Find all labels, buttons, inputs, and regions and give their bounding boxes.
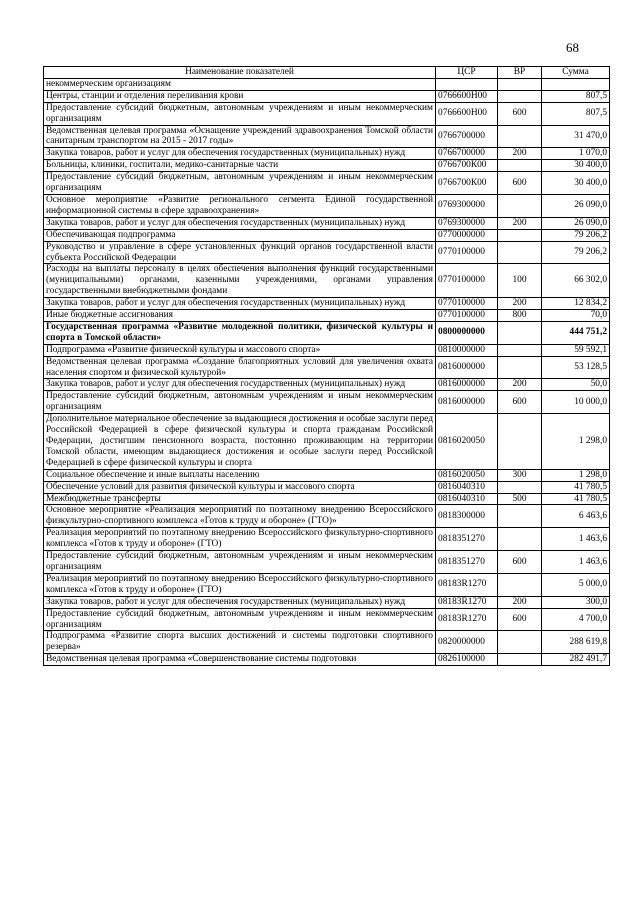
cell-csr: 0826100000 (436, 654, 498, 666)
cell-sum: 5 000,0 (542, 573, 610, 596)
page-number: 68 (566, 40, 579, 55)
cell-csr: 0816020050 (436, 469, 498, 481)
cell-sum: 59 592,1 (542, 344, 610, 356)
table-row (44, 551, 610, 574)
cell-name: Закупка товаров, работ и услуг для обеспечения государственных (муниципальных) нужд (44, 298, 436, 310)
cell-vr (498, 505, 542, 528)
header-name: Наименование показателей (44, 67, 436, 79)
cell-name: Закупка товаров, работ и услуг для обеспечения государственных (муниципальных) нужд (44, 596, 436, 608)
cell-name: Предоставление субсидий бюджетным, автономным учреждениям и иным некоммерческим организациям (44, 608, 436, 631)
table-row (44, 596, 610, 608)
cell-name: Межбюджетные трансферты (44, 493, 436, 505)
cell-name: Иные бюджетные ассигнования (44, 310, 436, 322)
cell-vr: 600 (498, 551, 542, 574)
budget-table (43, 66, 610, 666)
table-row (44, 298, 610, 310)
cell-csr: 0770100000 (436, 264, 498, 298)
cell-csr: 0769300000 (436, 217, 498, 229)
cell-csr: 0770100000 (436, 310, 498, 322)
cell-name: Государственная программа «Развитие молодежной политики, физической культуры и спорта в Томской области» (44, 321, 436, 344)
table-row (44, 528, 610, 551)
cell-sum: 50,0 (542, 379, 610, 391)
table-row (44, 90, 610, 102)
cell-name: некоммерческим организациям (44, 78, 436, 90)
table-body (44, 78, 610, 665)
cell-csr (436, 78, 498, 90)
cell-vr: 600 (498, 391, 542, 414)
cell-name: Закупка товаров, работ и услуг для обеспечения государственных (муниципальных) нужд (44, 379, 436, 391)
header-csr: ЦСР (436, 67, 498, 79)
cell-csr: 0816040310 (436, 493, 498, 505)
table-row (44, 217, 610, 229)
cell-sum: 4 700,0 (542, 608, 610, 631)
cell-sum: 1 463,6 (542, 528, 610, 551)
cell-name: Центры, станции и отделения переливания крови (44, 90, 436, 102)
table-row (44, 391, 610, 414)
cell-csr: 0816000000 (436, 391, 498, 414)
cell-vr: 200 (498, 148, 542, 160)
cell-csr: 0816020050 (436, 414, 498, 470)
cell-vr (498, 344, 542, 356)
cell-csr: 0766600Н00 (436, 102, 498, 125)
cell-vr (498, 528, 542, 551)
cell-sum: 1 463,6 (542, 551, 610, 574)
cell-name: Реализация мероприятий по поэтапному внедрению Всероссийского физкультурно-спортивного комплекса «Готов к труду и обороне» (ГТО) (44, 573, 436, 596)
cell-vr (498, 414, 542, 470)
cell-name: Основное мероприятие «Реализация мероприятий по поэтапному внедрению Всероссийского физкультурно-спортивного комплекса «Готов к труду и обороне» (ГТО)» (44, 505, 436, 528)
cell-name: Закупка товаров, работ и услуг для обеспечения государственных (муниципальных) нужд (44, 217, 436, 229)
cell-name: Больницы, клиники, госпитали, медико-санитарные части (44, 160, 436, 172)
header-vr: ВР (498, 67, 542, 79)
cell-vr: 200 (498, 298, 542, 310)
table-row (44, 78, 610, 90)
header-sum: Сумма (542, 67, 610, 79)
cell-csr: 0766700000 (436, 125, 498, 148)
cell-sum: 41 780,5 (542, 481, 610, 493)
cell-sum: 1 070,0 (542, 148, 610, 160)
cell-sum: 30 400,0 (542, 172, 610, 195)
cell-sum: 26 090,0 (542, 217, 610, 229)
cell-name: Основное мероприятие «Развитие регионального сегмента Единой государственной информационной системы в сфере здравоохранения» (44, 194, 436, 217)
cell-vr (498, 160, 542, 172)
cell-vr: 800 (498, 310, 542, 322)
cell-csr: 0769300000 (436, 194, 498, 217)
table-row (44, 344, 610, 356)
cell-vr (498, 194, 542, 217)
table-row (44, 481, 610, 493)
cell-csr: 0810000000 (436, 344, 498, 356)
cell-vr (498, 654, 542, 666)
cell-sum: 807,5 (542, 102, 610, 125)
cell-vr (498, 90, 542, 102)
table-row (44, 321, 610, 344)
cell-name: Предоставление субсидий бюджетным, автономным учреждениям и иным некоммерческим организациям (44, 551, 436, 574)
cell-vr (498, 356, 542, 379)
cell-csr: 0766700К00 (436, 160, 498, 172)
cell-csr: 0820000000 (436, 631, 498, 654)
cell-vr: 200 (498, 217, 542, 229)
cell-name: Предоставление субсидий бюджетным, автономным учреждениям и иным некоммерческим организациям (44, 391, 436, 414)
cell-vr: 600 (498, 608, 542, 631)
cell-sum: 807,5 (542, 90, 610, 102)
table-row (44, 148, 610, 160)
table-header-row (44, 67, 610, 79)
cell-sum: 300,0 (542, 596, 610, 608)
cell-sum: 12 834,2 (542, 298, 610, 310)
cell-csr: 0816000000 (436, 379, 498, 391)
cell-csr: 0816000000 (436, 356, 498, 379)
cell-name: Реализация мероприятий по поэтапному внедрению Всероссийского физкультурно-спортивного комплекса «Готов к труду и обороне» (ГТО) (44, 528, 436, 551)
cell-vr: 200 (498, 596, 542, 608)
cell-vr (498, 125, 542, 148)
cell-name: Ведомственная целевая программа «Создание благоприятных условий для увеличения охвата населения спортом и физической культурой» (44, 356, 436, 379)
cell-csr: 0766600Н00 (436, 90, 498, 102)
cell-name: Ведомственная целевая программа «Совершенствование системы подготовки (44, 654, 436, 666)
cell-csr: 0770100000 (436, 241, 498, 264)
cell-sum: 10 000,0 (542, 391, 610, 414)
cell-vr: 500 (498, 493, 542, 505)
table-row (44, 573, 610, 596)
cell-csr: 0818351270 (436, 551, 498, 574)
cell-vr (498, 229, 542, 241)
cell-sum: 444 751,2 (542, 321, 610, 344)
cell-csr: 08183R1270 (436, 573, 498, 596)
cell-csr: 0818351270 (436, 528, 498, 551)
cell-name: Обеспечение условий для развития физической культуры и массового спорта (44, 481, 436, 493)
cell-sum: 66 302,0 (542, 264, 610, 298)
cell-name: Предоставление субсидий бюджетным, автономным учреждениям и иным некоммерческим организациям (44, 172, 436, 195)
cell-sum: 1 298,0 (542, 469, 610, 481)
table-row (44, 102, 610, 125)
cell-sum: 288 619,8 (542, 631, 610, 654)
cell-name: Подпрограмма «Развитие спорта высших достижений и системы подготовки спортивного резерва» (44, 631, 436, 654)
table-row (44, 310, 610, 322)
table-row (44, 194, 610, 217)
cell-csr: 08183R1270 (436, 596, 498, 608)
table-row (44, 125, 610, 148)
cell-sum: 79 206,2 (542, 241, 610, 264)
cell-name: Социальное обеспечение и иные выплаты населению (44, 469, 436, 481)
cell-csr: 0766700К00 (436, 172, 498, 195)
cell-vr: 600 (498, 102, 542, 125)
table-row (44, 356, 610, 379)
cell-vr (498, 481, 542, 493)
cell-csr: 0770100000 (436, 298, 498, 310)
table-row (44, 631, 610, 654)
cell-sum (542, 78, 610, 90)
cell-sum: 41 780,5 (542, 493, 610, 505)
cell-csr: 0770000000 (436, 229, 498, 241)
cell-sum: 31 470,0 (542, 125, 610, 148)
table-row (44, 493, 610, 505)
table-row (44, 264, 610, 298)
table-row (44, 172, 610, 195)
cell-sum: 26 090,0 (542, 194, 610, 217)
table-row (44, 379, 610, 391)
cell-sum: 1 298,0 (542, 414, 610, 470)
table-row (44, 469, 610, 481)
cell-vr: 100 (498, 264, 542, 298)
table-row (44, 414, 610, 470)
table-row (44, 505, 610, 528)
cell-sum: 6 463,6 (542, 505, 610, 528)
cell-vr (498, 321, 542, 344)
cell-name: Руководство и управление в сфере установленных функций органов государственной власти субъекта Российской Федерации (44, 241, 436, 264)
table-row (44, 608, 610, 631)
cell-name: Обеспечивающая подпрограмма (44, 229, 436, 241)
table-row (44, 229, 610, 241)
cell-sum: 79 206,2 (542, 229, 610, 241)
cell-sum: 282 491,7 (542, 654, 610, 666)
table-row (44, 654, 610, 666)
cell-name: Подпрограмма «Развитие физической культуры и массового спорта» (44, 344, 436, 356)
cell-vr (498, 573, 542, 596)
cell-csr: 0818300000 (436, 505, 498, 528)
cell-sum: 70,0 (542, 310, 610, 322)
cell-name: Ведомственная целевая программа «Оснащение учреждений здравоохранения Томской области санитарным транспортом на 2015 - 2017 годы» (44, 125, 436, 148)
table-row (44, 160, 610, 172)
cell-csr: 0766700000 (436, 148, 498, 160)
cell-name: Расходы на выплаты персоналу в целях обеспечения выполнения функций государственными (муниципальными) органами, казенными учреждениями, органами управления государственными внебюджетными фондами (44, 264, 436, 298)
cell-vr: 200 (498, 379, 542, 391)
cell-csr: 08183R1270 (436, 608, 498, 631)
table-row (44, 241, 610, 264)
cell-vr: 600 (498, 172, 542, 195)
cell-csr: 0800000000 (436, 321, 498, 344)
cell-name: Предоставление субсидий бюджетным, автономным учреждениям и иным некоммерческим организациям (44, 102, 436, 125)
cell-vr (498, 78, 542, 90)
cell-name: Закупка товаров, работ и услуг для обеспечения государственных (муниципальных) нужд (44, 148, 436, 160)
cell-sum: 53 128,5 (542, 356, 610, 379)
cell-csr: 0816040310 (436, 481, 498, 493)
cell-name: Дополнительное материальное обеспечение за выдающиеся достижения и особые заслуги перед Российской Федерацией в сфере физической культуры и спорта гражданам Российской Федерации, достигшим пенсионного возраста, постоянно проживающим на территории Томской области, имеющим выдающиеся достижения и особые заслуги перед Российской Федерацией в сфере физической культуры и спорта (44, 414, 436, 470)
cell-vr (498, 241, 542, 264)
cell-sum: 30 400,0 (542, 160, 610, 172)
cell-vr: 300 (498, 469, 542, 481)
cell-vr (498, 631, 542, 654)
